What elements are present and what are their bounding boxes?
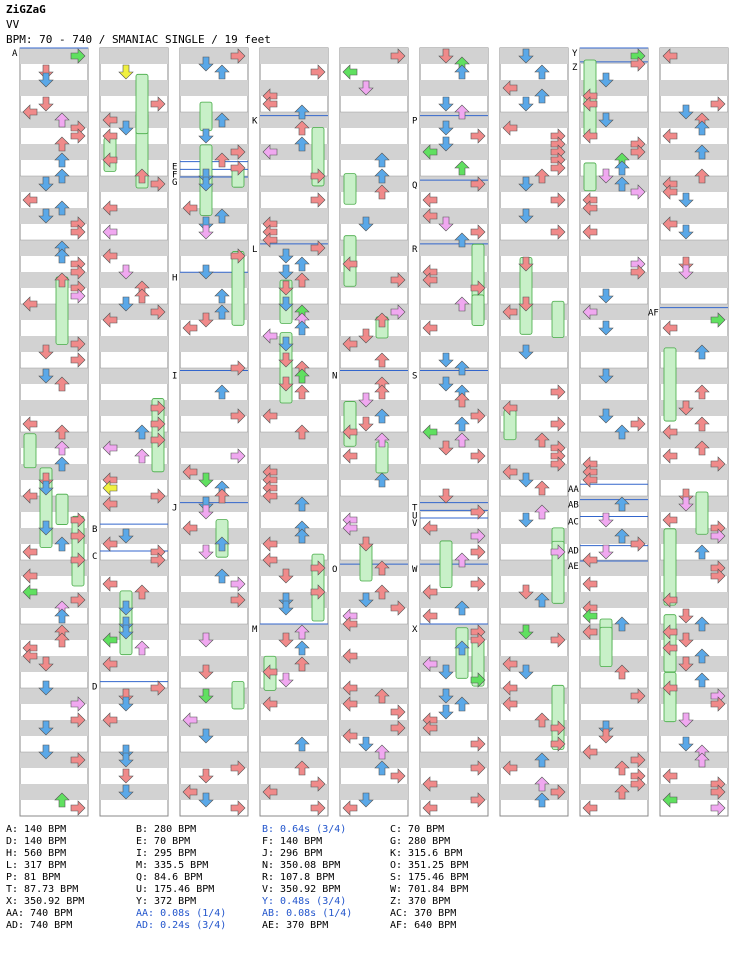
tempo-marker-label: G [172, 178, 178, 189]
beat-stripe [420, 80, 488, 96]
tempo-marker-label: F [172, 170, 178, 181]
bpm-info: B: 280 BPM [136, 824, 197, 835]
stop-info: AA: 0.08s (1/4) [136, 908, 227, 919]
tempo-marker-label: Z [572, 62, 578, 73]
beat-stripe [660, 496, 728, 512]
tempo-marker-label: AD [568, 546, 579, 557]
freeze-arrow [696, 492, 708, 534]
tempo-marker-label: T [412, 503, 418, 514]
freeze-arrow [664, 672, 676, 721]
bpm-info: J: 296 BPM [262, 848, 323, 859]
beat-stripe [260, 304, 328, 320]
beat-stripe [500, 336, 568, 352]
freeze-arrow [56, 494, 68, 524]
beat-stripe [20, 144, 88, 160]
bpm-info: AD: 740 BPM [6, 920, 73, 931]
beat-stripe [260, 432, 328, 448]
beat-stripe [420, 688, 488, 704]
beat-stripe [340, 784, 408, 800]
freeze-arrow [24, 434, 36, 468]
bpm-info: F: 140 BPM [262, 836, 323, 847]
bpm-info: G: 280 BPM [390, 836, 451, 847]
bpm-info: W: 701.84 BPM [390, 884, 469, 895]
beat-stripe [580, 496, 648, 512]
beat-stripe [580, 240, 648, 256]
tempo-marker-label: N [332, 371, 338, 382]
beat-stripe [20, 368, 88, 384]
tempo-marker-label: K [252, 116, 258, 127]
beat-stripe [580, 368, 648, 384]
tempo-marker-label: X [412, 625, 418, 635]
beat-stripe [340, 112, 408, 128]
freeze-arrow [600, 627, 612, 666]
bpm-info: K: 315.6 BPM [390, 848, 463, 859]
chart-column [172, 48, 248, 816]
beat-stripe [660, 752, 728, 768]
bpm-info: D: 140 BPM [6, 836, 67, 847]
chart-column [648, 48, 728, 816]
bpm-info: N: 350.08 BPM [262, 860, 341, 871]
beat-stripe [180, 112, 248, 128]
freeze-arrow [232, 681, 244, 708]
tempo-marker-label: AB [568, 500, 579, 511]
tempo-marker-label: AC [568, 517, 579, 528]
beat-stripe [580, 720, 648, 736]
tempo-marker-label: M [252, 625, 258, 635]
beat-stripe [180, 560, 248, 576]
bpm-info: AC: 370 BPM [390, 908, 457, 919]
beat-stripe [260, 720, 328, 736]
tempo-marker-label: P [412, 116, 418, 127]
chart-column [12, 48, 88, 816]
beat-stripe [100, 592, 168, 608]
freeze-arrow [200, 102, 212, 131]
bpm-info: M: 335.5 BPM [136, 860, 209, 871]
stop-info: Y: 0.48s (3/4) [262, 896, 347, 907]
freeze-arrow [472, 295, 484, 325]
beat-stripe [500, 208, 568, 224]
tempo-marker-label: B [92, 525, 98, 536]
tempo-marker-label: R [412, 244, 418, 255]
bpm-info: H: 560 BPM [6, 848, 67, 859]
beat-stripe [20, 240, 88, 256]
beat-stripe [660, 272, 728, 288]
song-artist: VV [6, 18, 20, 31]
chart-column [332, 48, 408, 816]
beat-stripe [500, 496, 568, 512]
beat-stripe [180, 496, 248, 512]
beat-stripe [580, 432, 648, 448]
bpm-info: AE: 370 BPM [262, 920, 329, 931]
chart-column [412, 48, 488, 816]
beat-stripe [260, 752, 328, 768]
bpm-info: AF: 640 BPM [390, 920, 457, 931]
tempo-marker-label: A [12, 49, 18, 59]
tempo-marker-label: C [92, 552, 98, 563]
chart-column [500, 48, 568, 816]
bpm-info: O: 351.25 BPM [390, 860, 469, 871]
chart-column [252, 48, 328, 816]
tempo-marker-label: L [252, 244, 258, 255]
beat-stripe [340, 144, 408, 160]
bpm-info: T: 87.73 BPM [6, 884, 79, 895]
beat-stripe [420, 112, 488, 128]
beat-stripe [100, 272, 168, 288]
tempo-marker-label: W [412, 565, 418, 576]
tempo-marker-label: AF [648, 308, 659, 319]
bpm-info: Q: 84.6 BPM [136, 872, 203, 883]
bpm-info: V: 350.92 BPM [262, 884, 341, 895]
freeze-arrow [584, 163, 596, 191]
beat-stripe [340, 464, 408, 480]
bpm-info: Z: 370 BPM [390, 896, 451, 907]
beat-stripe [260, 272, 328, 288]
freeze-arrow [664, 348, 676, 421]
beat-stripe [420, 464, 488, 480]
bpm-info: S: 175.46 BPM [390, 872, 469, 883]
tempo-marker-label: D [92, 682, 98, 693]
beat-stripe [260, 368, 328, 384]
beat-stripe [20, 624, 88, 640]
beat-stripe [100, 752, 168, 768]
beat-stripe [260, 112, 328, 128]
beat-stripe [660, 144, 728, 160]
tempo-marker-label: I [172, 371, 178, 382]
stop-info: B: 0.64s (3/4) [262, 824, 347, 835]
beat-stripe [340, 496, 408, 512]
beat-stripe [20, 176, 88, 192]
beat-stripe [180, 656, 248, 672]
beat-stripe [180, 624, 248, 640]
beat-stripe [100, 336, 168, 352]
beat-stripe [660, 720, 728, 736]
beat-stripe [100, 368, 168, 384]
chart-column [568, 48, 648, 816]
bpm-info: L: 317 BPM [6, 860, 67, 871]
beat-stripe [340, 752, 408, 768]
beat-stripe [340, 560, 408, 576]
bpm-info-table [6, 824, 746, 934]
beat-stripe [660, 112, 728, 128]
beat-stripe [340, 208, 408, 224]
tempo-marker-label: S [412, 371, 418, 382]
bpm-info: A: 140 BPM [6, 824, 67, 835]
freeze-arrow [552, 301, 564, 337]
stop-info: AB: 0.08s (1/4) [262, 908, 353, 919]
beat-stripe [340, 80, 408, 96]
beat-stripe [260, 624, 328, 640]
beat-stripe [180, 432, 248, 448]
tempo-marker-label: E [172, 162, 178, 173]
beat-stripe [580, 336, 648, 352]
tempo-marker-label: Y [572, 49, 578, 59]
beat-stripe [20, 80, 88, 96]
bpm-info: E: 70 BPM [136, 836, 191, 847]
beat-stripe [500, 368, 568, 384]
bpm-info: I: 295 BPM [136, 848, 197, 859]
tempo-marker-label: H [172, 273, 178, 284]
tempo-marker-label: O [332, 565, 338, 576]
tempo-marker-label: AA [568, 485, 579, 496]
freeze-arrow [344, 174, 356, 205]
beat-stripe [500, 272, 568, 288]
beat-stripe [260, 48, 328, 64]
freeze-arrow [136, 74, 148, 133]
beat-stripe [180, 336, 248, 352]
beat-stripe [100, 784, 168, 800]
freeze-arrow [440, 541, 452, 588]
bpm-info: U: 175.46 BPM [136, 884, 215, 895]
beat-stripe [500, 48, 568, 64]
beat-stripe [420, 560, 488, 576]
beat-stripe [20, 400, 88, 416]
beat-stripe [100, 80, 168, 96]
bpm-info: P: 81 BPM [6, 872, 61, 883]
stop-info: AD: 0.24s (3/4) [136, 920, 227, 931]
beat-stripe [20, 784, 88, 800]
bpm-info: Y: 372 BPM [136, 896, 197, 907]
beat-stripe [580, 656, 648, 672]
bpm-info: AA: 740 BPM [6, 908, 73, 919]
beat-stripe [500, 240, 568, 256]
beat-stripe [180, 80, 248, 96]
chart-column [92, 48, 168, 816]
freeze-arrow [344, 402, 356, 447]
beat-stripe [580, 400, 648, 416]
bpm-info: R: 107.8 BPM [262, 872, 335, 883]
beat-stripe [420, 48, 488, 64]
tempo-marker-label: J [172, 503, 178, 514]
tempo-marker-label: U [412, 511, 418, 522]
bpm-info: X: 350.92 BPM [6, 896, 85, 907]
beat-stripe [660, 240, 728, 256]
tempo-marker-label: Q [412, 181, 418, 192]
beat-stripe [660, 80, 728, 96]
bpm-info: C: 70 BPM [390, 824, 445, 835]
tempo-marker-label: AE [568, 562, 579, 573]
beat-stripe [100, 48, 168, 64]
chart-meta: BPM: 70 - 740 / SMANIAC SINGLE / 19 feet [6, 33, 271, 46]
beat-stripe [420, 336, 488, 352]
tempo-marker-label: V [412, 519, 418, 530]
beat-stripe [500, 176, 568, 192]
song-title: ZiGZaG [6, 3, 46, 16]
